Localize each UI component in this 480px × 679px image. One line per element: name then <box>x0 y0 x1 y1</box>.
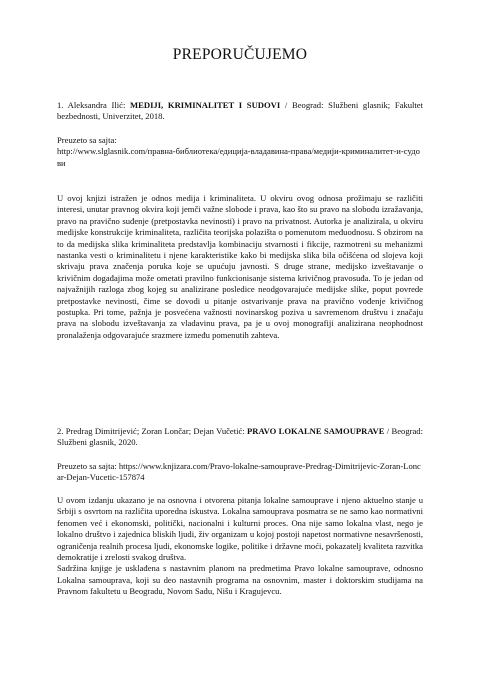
page-title: PREPORUČUJEMO <box>172 46 308 63</box>
description-paragraph: Sadržina knjige je usklađena s nastavnim planom na predmetima Pravo lokalne samouprave, odnosno Lokalna samouprava, koji su deo nastavnih programa na osnovnim, master i doktorskim studijama na Pravnom fakultetu u Beogradu, Novom Sadu, Nišu i Kragujevcu. <box>57 563 423 597</box>
entry-2-description <box>57 495 423 598</box>
description-paragraph: U ovom izdanju ukazano je na osnovna i otvorena pitanja lokalne samouprave i njeno aktuelno stanje u Srbiji s osvrtom na različita uporedna iskustva. Lokalna samouprava posmatra se ne samo kao normativni fenomen već i ekonomski, politički, nacionalni i kulturni proces. Ona nije samo lokalna vlast, nego je lokalno društvo i zajednica bliskih ljudi, živ organizam u kojoj postoji napetost normativne nesavršenosti, ograničenja realnih procesa ljudi, ekonomske logike, politike i državne moći, pokazatelj kvaliteta razvitka demokratije i zrelosti svakog društva. <box>57 495 423 563</box>
entry-book-title: PRAVO LOKALNE SAMOUPRAVE <box>247 426 385 436</box>
entry-2-source <box>57 461 423 484</box>
entry-number: 2. <box>57 426 64 436</box>
entry-1-description <box>57 193 423 341</box>
entry-2-citation <box>57 426 423 449</box>
entry-publisher: / Beograd: Službeni glasnik; Fakultet bezbednosti, Univerzitet, 2018. <box>57 100 423 122</box>
source-link[interactable]: https://www.knjizara.com/Pravo-lokalne-samouprave-Predrag-Dimitrijevic-Zoran-Loncar-Dejan-Vucetic-157874 <box>57 461 421 483</box>
source-label: Preuzeto sa sajta: <box>57 461 117 471</box>
entry-1-source <box>57 135 423 169</box>
source-link[interactable]: http://www.slglasnik.com/правна-библиотека/едиција-владавина-права/медији-криминалитет-и-судови <box>57 146 420 168</box>
entry-1-citation <box>57 100 423 123</box>
entry-book-title: MEDIJI, KRIMINALITET I SUDOVI <box>130 100 281 110</box>
entry-authors: Predrag Dimitrijević; Zoran Lončar; Dejan Vučetić: <box>65 426 245 436</box>
entry-number: 1. <box>57 100 64 110</box>
description-paragraph: U ovoj knjizi istražen je odnos medija i kriminaliteta. U okviru ovog odnosa prožimaju se različiti interesi, unutar pravnog okvira koji jemči važne slobode i prava, kao što su pravo na slobodu izražavanja, pravo na pravično suđenje (pretpostavka nevinosti) i pravo na privatnost. Autorka je analizirala, u okviru medijske konstrukcije kriminaliteta, različita teorijska polazišta o pomenutom međuodnosu. S obzirom na to da medijska slika kriminaliteta predstavlja kombinaciju stvarnosti i fikcije, razmotreni su mehanizmi nastanka vesti o kriminalitetu i njene karakteristike kako bi medijska slika bila očišćena od slojeva koji skrivaju prava značenja poruka koje se upućuju javnosti. S druge strane, medijsko izveštavanje o krivičnim događajima može ometati pravilno funkcionisanje sistema krivičnog pravosuđa. To je jedan od najvažnijih razloga zbog kojeg su analizirane posledice neodgovarajuće medijske slike, poput povrede pretpostavke nevinosti, čime se dovodi u pitanje ostvarivanje prava na pravično vođenje krivičnog postupka. Pri tome, pažnja je posvećena važnosti novinarskog poziva u savremenom društvu i značaju prava na slobodu izveštavanja za vladavinu prava, pa je u ovoj monografiji analizirana neophodnost pronalaženja odgovarajuće srazmere između pomenutih zahteva. <box>57 193 423 340</box>
entry-authors: Aleksandra Ilić: <box>67 100 126 110</box>
entry-publisher: / Beograd: Službeni glasnik, 2020. <box>57 426 423 448</box>
source-label: Preuzeto sa sajta: <box>57 135 117 145</box>
